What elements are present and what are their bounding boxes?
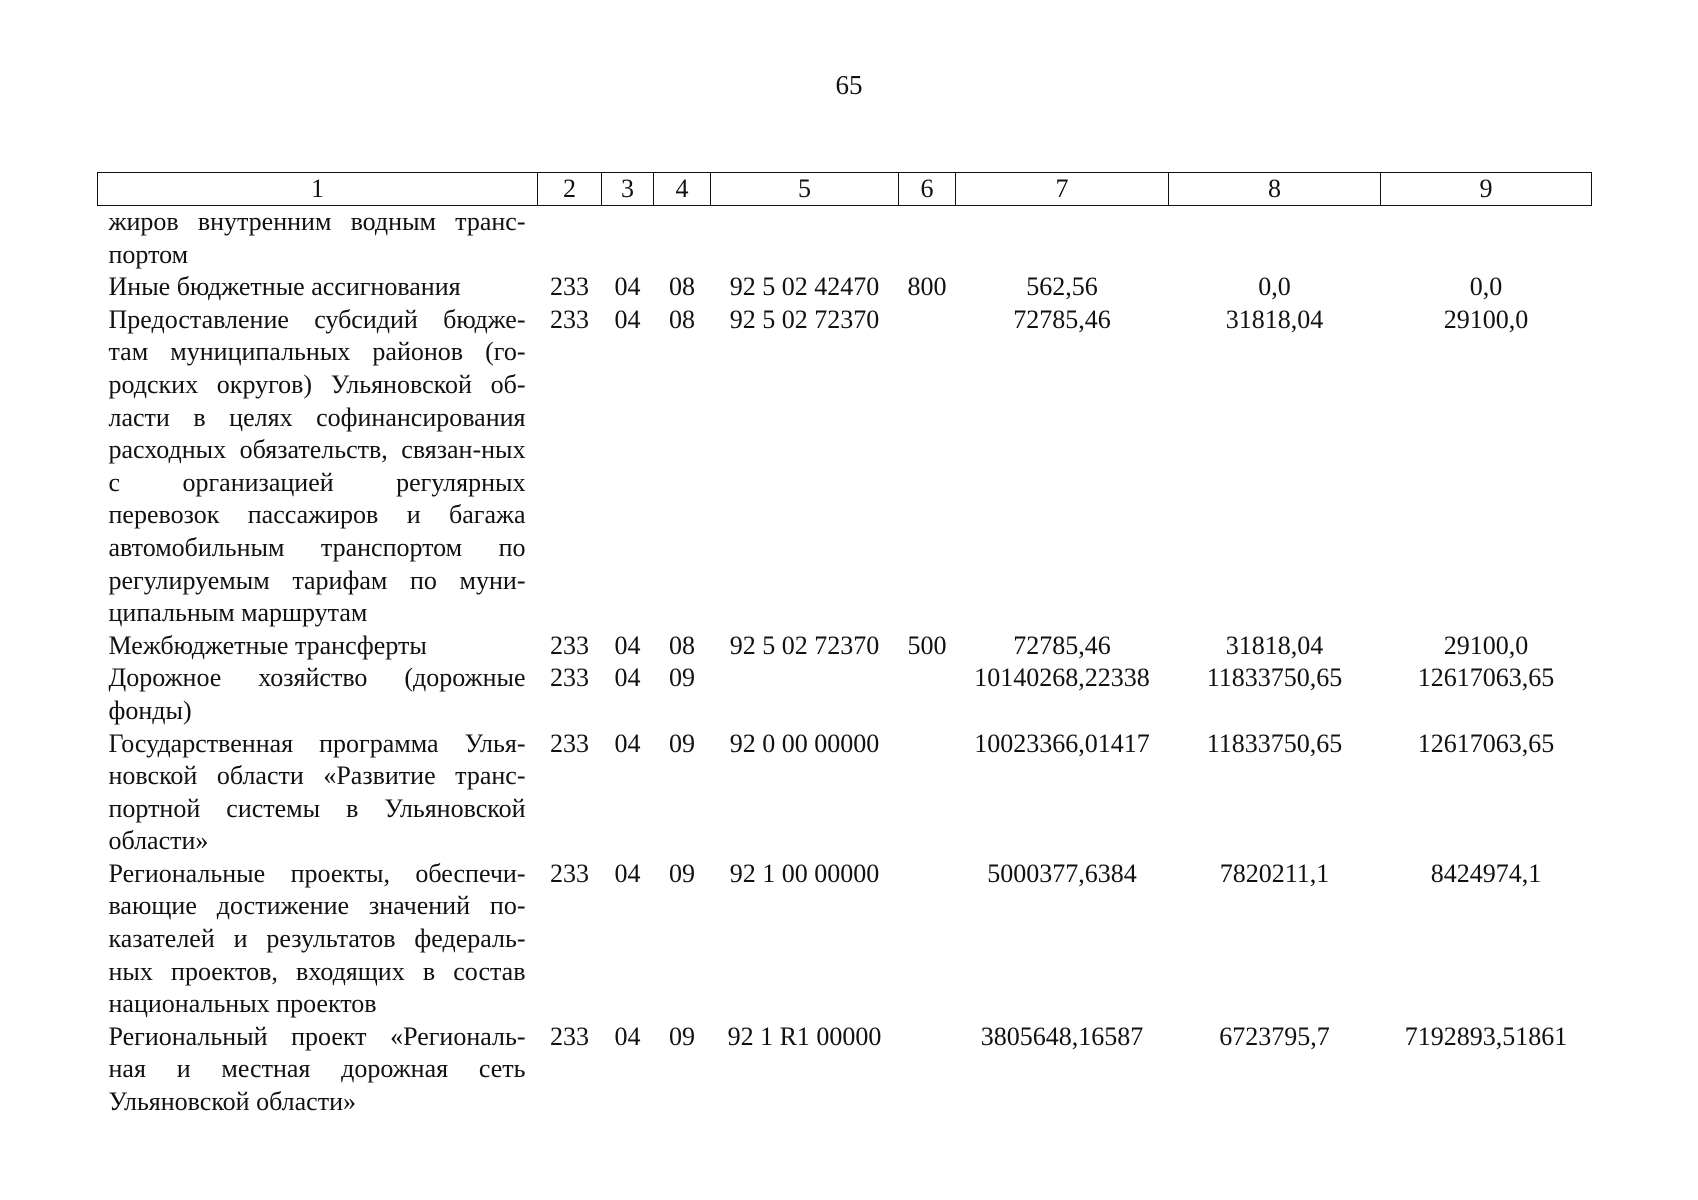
table-row	[98, 271, 1592, 304]
amount-col7: 10023366,01417	[974, 728, 1150, 758]
admin-code: 233	[550, 272, 589, 302]
amount-col9: 0,0	[1469, 272, 1503, 302]
column-header: 1	[98, 173, 538, 206]
item-name: Региональные проекты, обеспечи-вающие достижение значений по-казателей и результатов федераль-ных проектов, входящих в состав национальных проектов	[108, 858, 526, 1019]
table-body	[98, 206, 1592, 1119]
admin-code: 233	[550, 663, 589, 693]
amount-col9: 29100,0	[1443, 304, 1529, 334]
column-header: 3	[602, 173, 654, 206]
amount-col9: 12617063,65	[1417, 728, 1555, 758]
expense-type-code	[899, 858, 956, 1021]
section-code: 04	[614, 728, 641, 758]
subsection-code: 09	[669, 728, 695, 758]
table-row	[98, 728, 1592, 858]
table-row	[98, 858, 1592, 1021]
subsection-code: 08	[669, 304, 695, 334]
target-item-code	[711, 206, 899, 272]
amount-col8: 31818,04	[1225, 304, 1324, 334]
column-header: 8	[1169, 173, 1381, 206]
subsection-code	[654, 206, 711, 272]
expense-type-code: 500	[907, 630, 947, 660]
section-code: 04	[614, 630, 641, 660]
target-item-code: 92 0 00 00000	[729, 728, 880, 758]
item-name: Государственная программа Улья-новской области «Развитие транс-портной системы в Ульяновской области»	[108, 728, 526, 856]
target-item-code: 92 1 R1 00000	[727, 1021, 882, 1051]
item-name: Межбюджетные трансферты	[108, 630, 427, 660]
section-code: 04	[614, 663, 641, 693]
amount-col8: 0,0	[1258, 272, 1291, 302]
target-item-code: 92 5 02 72370	[729, 304, 880, 334]
amount-col8: 31818,04	[1225, 630, 1324, 660]
amount-col9: 12617063,65	[1417, 663, 1555, 693]
section-code: 04	[614, 1021, 641, 1051]
expense-type-code	[899, 662, 956, 727]
column-header: 4	[654, 173, 711, 206]
admin-code: 233	[550, 304, 589, 334]
amount-col7: 10140268,22338	[974, 663, 1150, 693]
amount-col8: 11833750,65	[1206, 663, 1343, 693]
section-code: 04	[614, 304, 641, 334]
table-row	[98, 304, 1592, 630]
table-row	[98, 630, 1592, 663]
admin-code	[538, 206, 602, 272]
item-name: Региональный проект «Региональ-ная и местная дорожная сеть Ульяновской области»	[108, 1021, 526, 1117]
column-header: 7	[956, 173, 1169, 206]
amount-col9: 7192893,51861	[1404, 1021, 1568, 1051]
admin-code: 233	[550, 1021, 589, 1051]
table-row	[98, 206, 1592, 272]
item-name: Предоставление субсидий бюдже-там муниципальных районов (го-родских округов) Ульяновской об-ласти в целях софинансирования расходных обязательств, связан-ных с организацией регулярных перевозок пассажиров и багажа автомобильным транспортом по регулируемым тарифам по муни-ципальным маршрутам	[108, 304, 526, 628]
admin-code: 233	[550, 728, 589, 758]
expense-type-code	[899, 304, 956, 630]
budget-table	[97, 172, 1592, 1119]
subsection-code: 09	[669, 1021, 695, 1051]
column-header: 6	[899, 173, 956, 206]
amount-col8: 7820211,1	[1219, 858, 1330, 888]
header-row	[98, 173, 1592, 206]
section-code: 04	[614, 858, 641, 888]
subsection-code: 09	[669, 663, 695, 693]
item-name: Иные бюджетные ассигнования	[108, 272, 461, 302]
table-row	[98, 662, 1592, 727]
target-item-code: 92 5 02 42470	[729, 272, 880, 302]
amount-col7: 3805648,16587	[980, 1021, 1144, 1051]
admin-code: 233	[550, 630, 589, 660]
section-code	[602, 206, 654, 272]
amount-col9: 8424974,1	[1430, 858, 1542, 888]
target-item-code: 92 1 00 00000	[729, 858, 880, 888]
column-header: 9	[1381, 173, 1592, 206]
subsection-code: 08	[669, 272, 695, 302]
item-name: Дорожное хозяйство (дорожные фонды)	[108, 663, 526, 725]
page-number: 65	[835, 70, 863, 100]
column-header: 5	[711, 173, 899, 206]
amount-col7: 72785,46	[1013, 630, 1111, 660]
amount-col8: 6723795,7	[1219, 1021, 1330, 1051]
table-row	[98, 1021, 1592, 1119]
table-header	[98, 173, 1592, 206]
target-item-code: 92 5 02 72370	[729, 630, 880, 660]
item-name: жиров внутренним водным транс-портом	[108, 207, 526, 269]
subsection-code: 09	[669, 858, 695, 888]
amount-col7	[956, 206, 1169, 272]
amount-col9: 29100,0	[1443, 630, 1529, 660]
amount-col8	[1169, 206, 1381, 272]
amount-col7: 72785,46	[1013, 304, 1111, 334]
subsection-code: 08	[669, 630, 695, 660]
expense-type-code	[899, 1021, 956, 1119]
admin-code: 233	[550, 858, 589, 888]
amount-col9	[1381, 206, 1592, 272]
expense-type-code	[899, 206, 956, 272]
section-code: 04	[614, 272, 641, 302]
expense-type-code: 800	[907, 272, 947, 302]
amount-col7: 562,56	[1026, 272, 1098, 302]
target-item-code	[711, 662, 899, 727]
amount-col8: 11833750,65	[1206, 728, 1343, 758]
expense-type-code	[899, 728, 956, 858]
column-header: 2	[538, 173, 602, 206]
amount-col7: 5000377,6384	[987, 858, 1137, 888]
